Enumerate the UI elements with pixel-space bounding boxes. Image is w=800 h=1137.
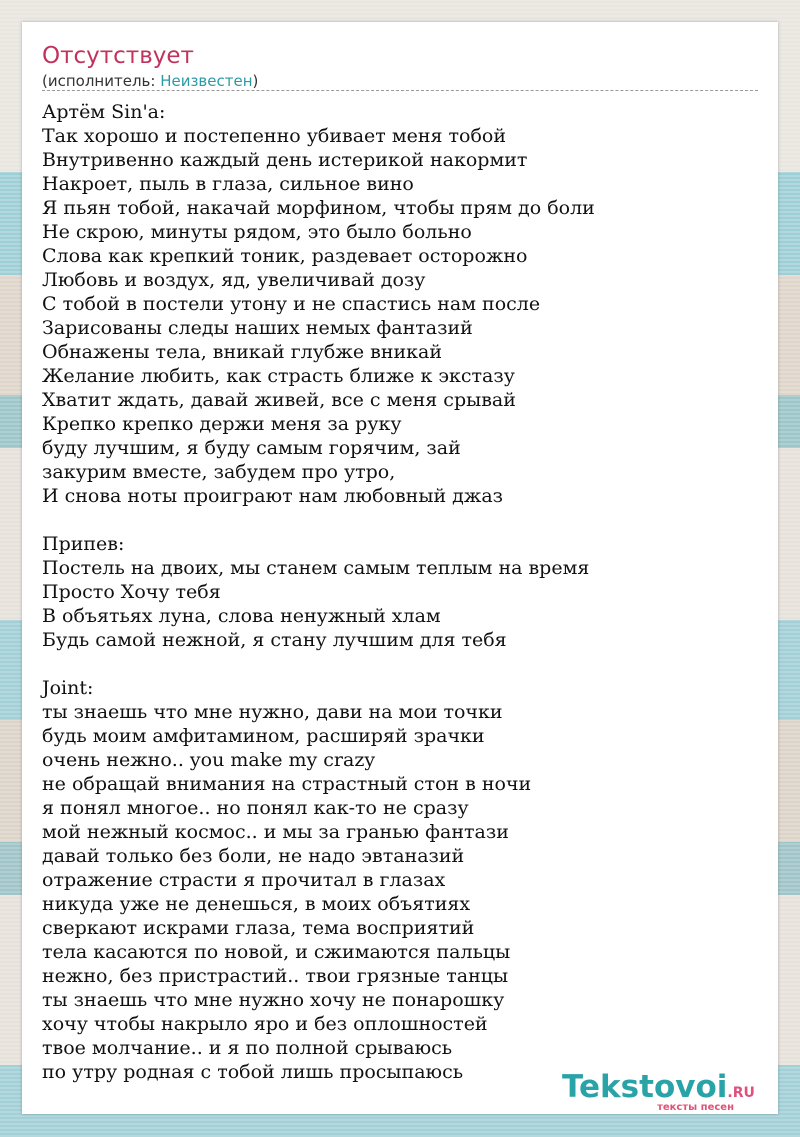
- lyrics-line: Слова как крепкий тоник, раздевает осторожно: [42, 245, 528, 267]
- lyrics-line: давай только без боли, не надо эвтаназий: [42, 845, 465, 867]
- lyrics-line: мой нежный космос.. и мы за гранью фантази: [42, 821, 509, 843]
- lyrics-line: нежно, без пристрастий.. твои грязные танцы: [42, 965, 509, 987]
- lyrics-line: Так хорошо и постепенно убивает меня тобой: [42, 125, 507, 147]
- artist-prefix: (исполнитель:: [42, 72, 161, 90]
- artist-link[interactable]: Неизвестен: [160, 72, 253, 90]
- lyrics-line: тела касаются по новой, и сжимаются пальцы: [42, 941, 511, 963]
- lyrics-line: В объятьях луна, слова ненужный хлам: [42, 605, 441, 627]
- lyrics-line: Не скрою, минуты рядом, это было больно: [42, 221, 472, 243]
- lyrics-blank-line: [42, 508, 758, 532]
- logo-tagline: тексты песен: [657, 1102, 734, 1113]
- lyrics-line: С тобой в постели утону и не спастись нам после: [42, 293, 541, 315]
- lyrics-line: отражение страсти я прочитал в глазах: [42, 869, 446, 891]
- lyrics-line: Зарисованы следы наших немых фантазий: [42, 317, 473, 339]
- song-title: Отсутствует: [42, 43, 194, 69]
- lyrics-line: твое молчание.. и я по полной срываюсь: [42, 1037, 453, 1059]
- lyrics-line: Крепко крепко держи меня за руку: [42, 413, 402, 435]
- lyrics-line: хочу чтобы накрыло яро и без оплошностей: [42, 1013, 488, 1035]
- lyrics-line: не обращай внимания на страстный стон в ночи: [42, 773, 532, 795]
- lyrics-line: И снова ноты проиграют нам любовный джаз: [42, 485, 504, 507]
- lyrics-line: будь моим амфитамином, расширяй зрачки: [42, 725, 485, 747]
- lyrics-line: Я пьян тобой, накачай морфином, чтобы прям до боли: [42, 197, 595, 219]
- lyrics-line: Желание любить, как страсть ближе к экстазу: [42, 365, 515, 387]
- lyrics-card: [22, 22, 778, 1114]
- dashed-divider: [42, 90, 758, 91]
- lyrics-line: закурим вместе, забудем про утро,: [42, 461, 396, 483]
- lyrics-line: Обнажены тела, вникай глубже вникай: [42, 341, 443, 363]
- logo-tld: .RU: [727, 1085, 755, 1101]
- lyrics-line: Будь самой нежной, я стану лучшим для тебя: [42, 629, 507, 651]
- lyrics-line: я понял многое.. но понял как-то не сразу: [42, 797, 469, 819]
- logo-wordmark: Tekstovoi: [562, 1069, 728, 1105]
- lyrics-line: Joint:: [42, 677, 94, 699]
- lyrics-line: Припев:: [42, 533, 125, 555]
- lyrics-line: очень нежно.. you make my crazy: [42, 749, 376, 771]
- lyrics-text: [42, 100, 758, 1084]
- lyrics-line: Просто Хочу тебя: [42, 581, 221, 603]
- lyrics-line: никуда уже не денешься, в моих объятиях: [42, 893, 471, 915]
- lyrics-line: Накроет, пыль в глаза, сильное вино: [42, 173, 414, 195]
- lyrics-line: Хватит ждать, давай живей, все с меня срывай: [42, 389, 516, 411]
- lyrics-line: Постель на двоих, мы станем самым теплым на время: [42, 557, 590, 579]
- lyrics-line: Артём Sin'a:: [42, 101, 166, 123]
- artist-suffix: ): [252, 72, 259, 90]
- site-logo[interactable]: [562, 1070, 772, 1114]
- artist-line: [42, 72, 258, 90]
- lyrics-line: ты знаешь что мне нужно, дави на мои точки: [42, 701, 503, 723]
- lyrics-line: сверкают искрами глаза, тема восприятий: [42, 917, 475, 939]
- lyrics-line: по утру родная с тобой лишь просыпаюсь: [42, 1061, 464, 1083]
- lyrics-blank-line: [42, 652, 758, 676]
- lyrics-line: буду лучшим, я буду самым горячим, зай: [42, 437, 461, 459]
- lyrics-line: ты знаешь что мне нужно хочу не понарошку: [42, 989, 505, 1011]
- lyrics-line: Внутривенно каждый день истерикой накормит: [42, 149, 528, 171]
- lyrics-line: Любовь и воздух, яд, увеличивай дозу: [42, 269, 426, 291]
